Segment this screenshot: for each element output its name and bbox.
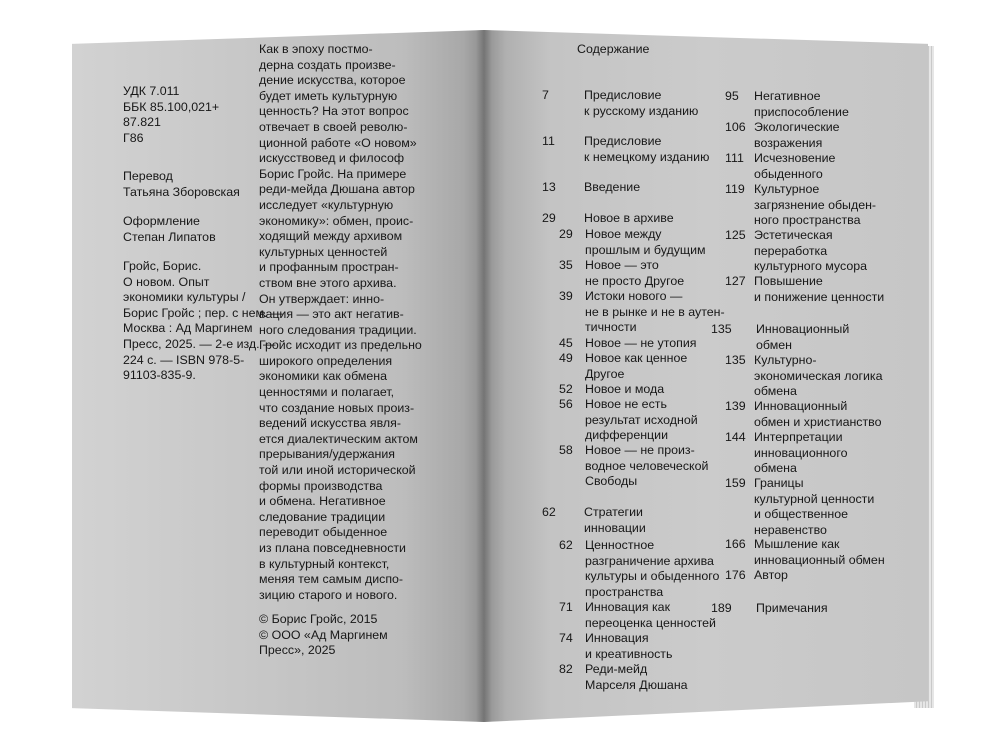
toc-page-number: 62 (559, 538, 573, 552)
catalog-codes: УДК 7.011 ББК 85.100,021+ 87.821 Г86 (123, 84, 220, 145)
toc-page-number: 29 (559, 227, 573, 241)
toc-entry[interactable] (725, 399, 882, 430)
toc-entry-title: Инновация как переоценка ценностей (585, 600, 716, 630)
toc-entry[interactable] (559, 538, 719, 600)
toc-page-number: 11 (542, 134, 555, 148)
toc-entry[interactable] (725, 568, 788, 584)
toc-entry-title: Новое — это не просто Другое (585, 258, 685, 288)
toc-page-number: 35 (559, 258, 573, 272)
toc-page-number: 29 (542, 211, 556, 225)
toc-page-number: 127 (725, 274, 746, 288)
toc-page-number: 62 (542, 505, 556, 519)
toc-entry-title: Инновация и креативность (585, 631, 673, 661)
toc-entry[interactable] (725, 476, 874, 538)
toc-entry-title: Эстетическая переработка культурного мусора (754, 228, 867, 274)
toc-entry[interactable] (725, 151, 835, 182)
spine-shadow (476, 30, 492, 722)
toc-page-number: 49 (559, 351, 573, 365)
toc-page-number: 144 (725, 430, 746, 444)
toc-entry-title: Ценностное разграничение архива культуры и обыденного пространства (585, 538, 720, 599)
toc-entry-title: Новое не есть результат исходной дифференции (585, 397, 698, 443)
toc-entry[interactable] (542, 505, 646, 536)
toc-entry-title: Негативное приспособление (754, 89, 849, 119)
translation-label: Перевод (123, 169, 173, 183)
toc-page-number: 39 (559, 289, 573, 303)
toc-title: Содержание (577, 42, 650, 56)
toc-entry-title: Реди-мейд Марселя Дюшана (585, 662, 688, 692)
toc-page-number: 71 (559, 600, 573, 614)
toc-page-number: 166 (725, 537, 746, 551)
toc-page-number: 56 (559, 397, 573, 411)
toc-entry[interactable] (725, 120, 840, 151)
toc-entry[interactable] (559, 600, 716, 631)
toc-entry-title: Границы культурной ценности и общественное неравенство (754, 476, 875, 537)
book-annotation: Как в эпоху постмо- дерна создать произве- дение искусства, которое будет иметь культурную ценность? На этот вопрос отвечает в своей револю- ционной работе «О новом» искусствовед и философ Борис Гройс. На примере реди-мейда Дюшана автор исследует «культурную экономику»: обмен, проис- ходящий между архивом культурных ценностей и профанным простран- ством вне этого архива. Он утверждает: инно- вация — это акт негатив- ного следования традиции. Гройс исходит из предельно широкого определения экономики как обмена ценностями и полагает, что создание новых произ- ведений искусства явля- ется диалектическим актом прерывания/удержания той или иной исторической формы производства и обмена. Негативное следование традиции переводит обыденное из плана повседневности в культурный контекст, меняя тем самым диспо- зицию старого и нового. (259, 42, 422, 602)
toc-entry-title: Исчезновение обыденного (754, 151, 836, 181)
toc-entry[interactable] (559, 289, 725, 336)
toc-page-number: 7 (542, 88, 549, 102)
toc-entry[interactable] (725, 353, 883, 400)
toc-entry[interactable] (725, 228, 867, 275)
toc-entry[interactable] (542, 134, 709, 165)
toc-entry[interactable] (559, 227, 706, 258)
toc-page-number: 135 (725, 353, 746, 367)
toc-entry-title: Новое в архиве (584, 211, 674, 225)
bibliographic-record: Гройс, Борис. О новом. Опыт экономики культуры / Борис Гройс ; пер. с Москва : Ад Маргинем Пресс, 2025. — 2-е 224 с. — ISBN 978-5- 91103-835-9. (123, 259, 253, 383)
toc-page-number: 106 (725, 120, 746, 134)
toc-page-number: 189 (711, 601, 732, 615)
toc-page-number: 135 (711, 322, 732, 336)
toc-entry-title: Истоки нового — не в рынке и не в аутен- тичности (585, 289, 725, 335)
toc-entry-title: Стратегии инновации (584, 505, 646, 535)
toc-entry-title: Экологические возражения (754, 120, 840, 150)
toc-entry-title: Инновационный обмен (756, 322, 850, 352)
toc-entry-title: Новое — не произ- водное человеческой Свободы (585, 443, 709, 489)
toc-entry[interactable] (559, 382, 664, 398)
design-label: Оформление (123, 214, 200, 228)
toc-entry[interactable] (559, 351, 687, 382)
toc-entry-title: Повышение и понижение ценности (754, 274, 885, 304)
toc-entry-title: Интерпретации инновационного обмена (754, 430, 848, 476)
toc-entry[interactable] (725, 430, 847, 477)
toc-entry[interactable] (711, 601, 828, 617)
toc-entry[interactable] (542, 211, 674, 227)
toc-entry[interactable] (559, 397, 698, 444)
toc-entry-title: Новое и мода (585, 382, 665, 396)
toc-entry-title: Инновационный обмен и христианство (754, 399, 882, 429)
toc-page-number: 82 (559, 662, 573, 676)
toc-entry[interactable] (725, 89, 849, 120)
toc-entry-title: Предисловие к русскому изданию (584, 88, 699, 118)
toc-page-number: 52 (559, 382, 573, 396)
toc-entry[interactable] (559, 443, 708, 490)
toc-entry[interactable] (725, 182, 876, 229)
toc-entry[interactable] (725, 537, 885, 568)
toc-entry-title: Культурно- экономическая логика обмена (754, 353, 883, 399)
toc-page-number: 13 (542, 180, 556, 194)
toc-entry-title: Новое — не утопия (585, 336, 697, 350)
toc-entry[interactable] (542, 180, 640, 196)
toc-entry[interactable] (542, 88, 698, 119)
toc-page-number: 125 (725, 228, 746, 242)
translator-name: Татьяна Зборовская (123, 185, 240, 199)
toc-entry-title: Примечания (756, 601, 828, 615)
toc-page-number: 111 (725, 151, 744, 165)
toc-entry[interactable] (725, 274, 884, 305)
toc-page-number: 119 (725, 182, 745, 196)
toc-page-number: 58 (559, 443, 573, 457)
designer-name: Степан Липатов (123, 230, 216, 244)
toc-entry[interactable] (559, 336, 696, 352)
toc-page-number: 176 (725, 568, 746, 582)
toc-entry[interactable] (559, 258, 684, 289)
toc-page-number: 159 (725, 476, 746, 490)
toc-entry-title: Предисловие к немецкому изданию (584, 134, 710, 164)
toc-page-number: 45 (559, 336, 573, 350)
toc-entry-title: Автор (754, 568, 788, 582)
toc-entry-title: Новое как ценное Другое (585, 351, 688, 381)
toc-entry-title: Введение (584, 180, 641, 194)
toc-page-number: 95 (725, 89, 739, 103)
toc-page-number: 74 (559, 631, 573, 645)
toc-entry[interactable] (711, 322, 849, 353)
toc-entry-title: Культурное загрязнение обыден- ного пространства (754, 182, 877, 228)
toc-entry[interactable] (559, 631, 672, 662)
toc-entry-title: Мышление как инновационный обмен (754, 537, 885, 567)
toc-page-number: 139 (725, 399, 746, 413)
toc-entry[interactable] (559, 662, 688, 693)
copyright-notice: © Борис Гройс, 2015 © ООО «Ад Маргинем Пресс», 2025 (259, 612, 388, 658)
toc-entry-title: Новое между прошлым и будущим (585, 227, 706, 257)
